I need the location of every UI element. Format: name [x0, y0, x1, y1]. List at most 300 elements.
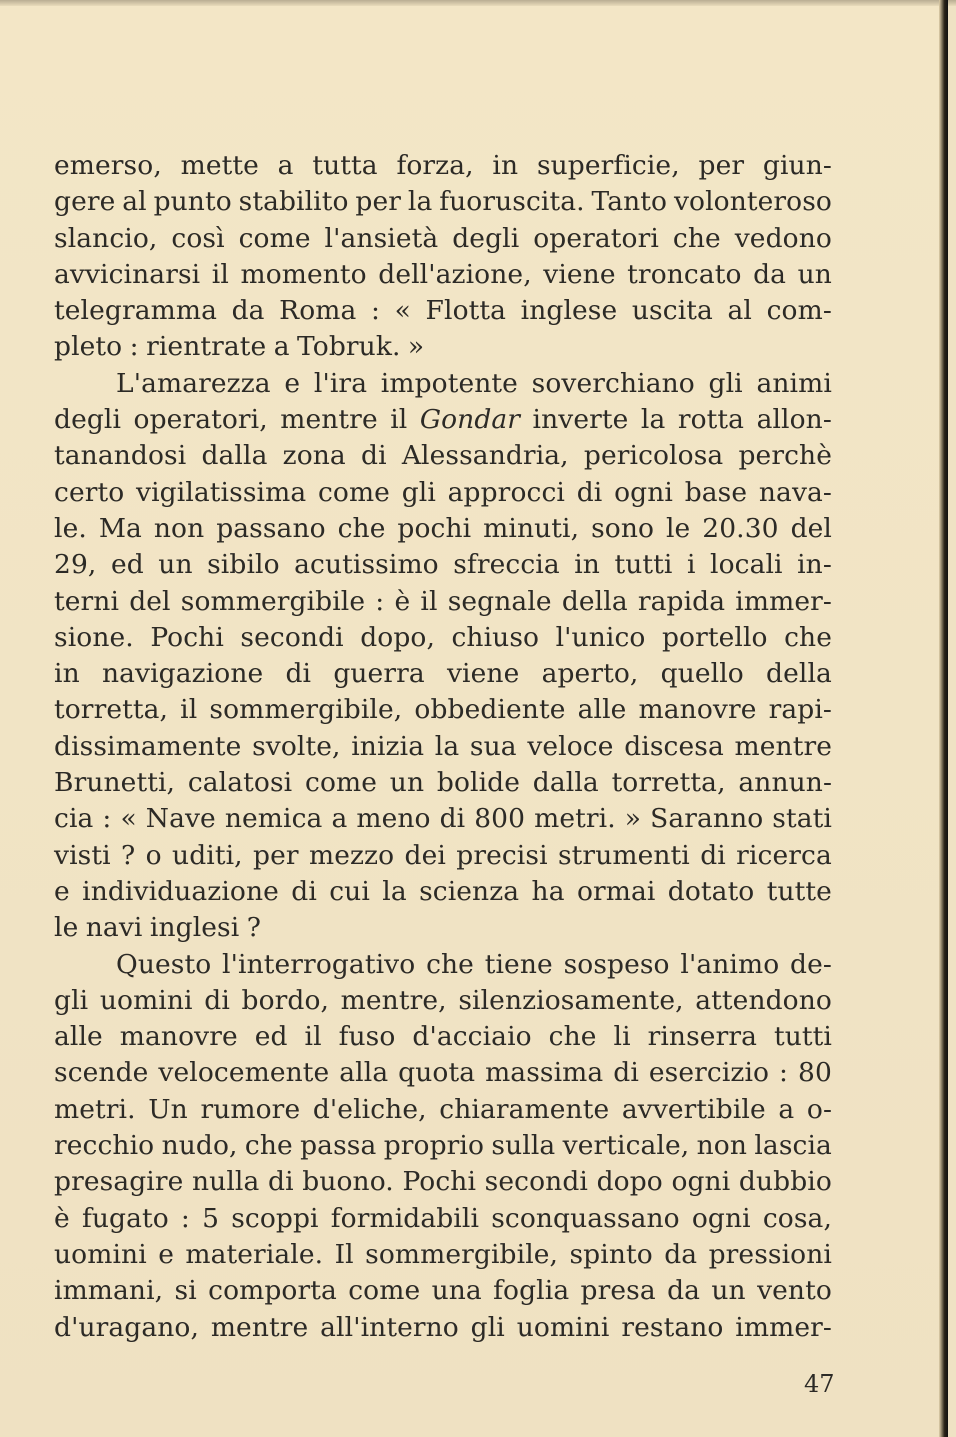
- word: ormai: [576, 875, 656, 907]
- word: dei: [404, 839, 446, 871]
- word: l'unico: [555, 621, 646, 653]
- word: e: [54, 875, 70, 907]
- word: da: [667, 1275, 701, 1307]
- word: »: [407, 331, 425, 363]
- word: :: [375, 585, 385, 617]
- word: vedono: [734, 222, 832, 254]
- word: viene: [543, 258, 616, 290]
- word: Flotta: [425, 295, 507, 327]
- word: materiale.: [185, 1238, 324, 1270]
- word: aperto,: [541, 658, 639, 690]
- word: inglesi: [149, 912, 240, 944]
- word: la: [434, 730, 460, 762]
- word: avvertibile: [621, 1093, 766, 1125]
- word: Brunetti,: [54, 767, 176, 799]
- word: silenziosamente,: [458, 984, 684, 1016]
- word: obbediente: [414, 694, 566, 726]
- text-line: [54, 729, 832, 765]
- word: tiene: [484, 948, 553, 980]
- word: chiaramente: [439, 1093, 610, 1125]
- word: dalla: [532, 767, 599, 799]
- word: l'ira: [313, 367, 368, 399]
- word: a: [331, 803, 348, 835]
- word: metri.: [534, 803, 616, 835]
- word: inverte: [532, 404, 629, 436]
- word: dissimamente: [54, 730, 242, 762]
- word: navi: [85, 912, 143, 944]
- word: come: [317, 476, 390, 508]
- text-line: [54, 1019, 832, 1055]
- word: foglia: [493, 1275, 570, 1307]
- page-number: 47: [804, 1370, 835, 1398]
- word: della: [766, 658, 832, 690]
- word: d'eliche,: [312, 1093, 427, 1125]
- word: Pochi: [402, 1166, 477, 1198]
- word: da: [664, 1238, 698, 1270]
- word: e: [284, 367, 301, 399]
- word: visti: [54, 839, 111, 871]
- word: »: [624, 803, 642, 835]
- word: de-: [790, 948, 832, 980]
- word: i: [686, 549, 696, 581]
- word: velocemente: [158, 1057, 330, 1089]
- word: o-: [806, 1093, 832, 1125]
- word: alla: [339, 1057, 389, 1089]
- word: secondi: [484, 1166, 588, 1198]
- word: sua: [469, 730, 517, 762]
- word: uomini: [516, 1311, 610, 1343]
- word: sfreccia: [453, 549, 560, 581]
- word: 20.30: [702, 512, 779, 544]
- word: fuoruscita.: [439, 186, 585, 218]
- word: di: [361, 440, 387, 472]
- word: :: [102, 803, 112, 835]
- word: telegramma: [54, 295, 217, 327]
- word: annun-: [738, 767, 832, 799]
- word: approcci: [447, 476, 565, 508]
- text-line: [54, 801, 832, 837]
- word: verticale,: [562, 1130, 690, 1162]
- word: ricerca: [736, 839, 832, 871]
- word: recchio: [54, 1130, 155, 1162]
- word: stati: [772, 803, 832, 835]
- word: in: [54, 658, 80, 690]
- word: uscita: [631, 295, 713, 327]
- word: Tobruk.: [297, 331, 401, 363]
- word: mentre: [210, 1311, 309, 1343]
- text-line: [54, 475, 832, 511]
- word: il: [390, 404, 408, 436]
- word: precisi: [456, 839, 548, 871]
- word: dopo: [596, 1166, 663, 1198]
- word: gli: [401, 476, 436, 508]
- word: è: [394, 585, 411, 617]
- word: mentre: [734, 730, 832, 762]
- word: che: [784, 621, 832, 653]
- word: come: [238, 222, 311, 254]
- word: momento: [240, 258, 367, 290]
- text-line: [54, 910, 832, 946]
- word: slancio,: [54, 222, 158, 254]
- word: mezzo: [308, 839, 395, 871]
- word: dopo,: [360, 621, 435, 653]
- word: inizia: [351, 730, 425, 762]
- word: tutte: [766, 875, 832, 907]
- word: forza,: [396, 150, 474, 181]
- word: pericolosa: [583, 440, 724, 472]
- word: 29,: [54, 549, 97, 581]
- word: meno: [356, 803, 431, 835]
- word: alle: [577, 694, 627, 726]
- word: gli: [470, 1311, 505, 1343]
- word: che: [337, 512, 386, 544]
- word: sione.: [54, 621, 134, 653]
- word: manovre: [638, 694, 757, 726]
- word: di: [291, 875, 317, 907]
- word: uomini: [54, 1238, 147, 1270]
- word: per: [355, 186, 402, 218]
- word: fugato: [81, 1202, 169, 1234]
- word: dalla: [201, 440, 268, 472]
- word: per: [253, 839, 299, 871]
- word: torretta,: [611, 767, 726, 799]
- word: uomini: [99, 984, 193, 1016]
- word: l'interrogativo: [222, 948, 416, 980]
- word: terni: [54, 585, 120, 617]
- word: degli: [54, 404, 122, 436]
- text-line: [54, 1055, 832, 1091]
- word: degli: [452, 222, 520, 254]
- word: Pochi: [150, 621, 224, 653]
- word: del: [790, 512, 832, 544]
- word: ogni: [691, 1202, 751, 1234]
- text-line: [54, 402, 832, 438]
- text-line: [54, 293, 832, 329]
- word: individuazione: [82, 875, 279, 907]
- word: vento: [757, 1275, 832, 1307]
- word: tutti: [614, 549, 673, 581]
- word: che: [426, 948, 474, 980]
- word: ed: [254, 1021, 288, 1053]
- word: nava-: [758, 476, 832, 508]
- word: attendono: [695, 984, 832, 1016]
- word: uditi,: [172, 839, 243, 871]
- word: rotta: [677, 404, 745, 436]
- word: manovre: [119, 1021, 238, 1053]
- word: secondi: [240, 621, 344, 653]
- page-top-edge: [0, 0, 956, 6]
- word: per: [698, 150, 745, 181]
- word: un: [711, 1275, 746, 1307]
- word: di: [204, 984, 230, 1016]
- word: impotente: [380, 367, 518, 399]
- word: di: [285, 658, 312, 690]
- word: esercizio: [648, 1057, 770, 1089]
- word: del: [129, 585, 171, 617]
- word: scoppi: [231, 1202, 319, 1234]
- word: nulla: [192, 1166, 260, 1198]
- word: passa: [300, 1130, 377, 1162]
- word: gli: [708, 367, 743, 399]
- word: le: [54, 912, 79, 944]
- word: pressioni: [708, 1238, 832, 1270]
- word: fuso: [338, 1021, 396, 1053]
- word: sommergibile,: [209, 694, 403, 726]
- word: zona: [282, 440, 346, 472]
- word: come: [305, 767, 378, 799]
- word: presagire: [54, 1166, 184, 1198]
- text-line: [54, 1237, 832, 1273]
- word: a: [273, 331, 290, 363]
- word: 800: [474, 803, 526, 835]
- word: che: [672, 222, 721, 254]
- word: vigilatissima: [136, 476, 307, 508]
- word: di: [700, 839, 726, 871]
- word: spinto: [569, 1238, 653, 1270]
- word: si: [174, 1275, 197, 1307]
- word: di: [439, 803, 466, 835]
- word: stabilito: [238, 186, 349, 218]
- word: com-: [766, 295, 832, 327]
- word: da: [753, 258, 787, 290]
- word: un: [158, 549, 193, 581]
- word: non: [153, 512, 205, 544]
- word: Tanto: [591, 186, 668, 218]
- word: gere: [54, 186, 116, 218]
- word: lascia: [754, 1130, 832, 1162]
- word: d'uragano,: [54, 1311, 199, 1343]
- word: superficie,: [536, 150, 680, 181]
- word: locali: [710, 549, 783, 581]
- word: dotato: [667, 875, 755, 907]
- word: che: [548, 1021, 597, 1053]
- word: bolide: [436, 767, 521, 799]
- word: sconquassano: [491, 1202, 680, 1234]
- word: viene: [446, 658, 520, 690]
- word: di: [613, 1057, 639, 1089]
- word: ha: [531, 875, 565, 907]
- word: d'acciaio: [412, 1021, 532, 1053]
- word: sommergibile,: [365, 1238, 559, 1270]
- word: la: [640, 404, 666, 436]
- text-line: [54, 584, 832, 620]
- word: l'ansietà: [324, 222, 439, 254]
- text-line: [54, 692, 832, 728]
- word: nudo,: [161, 1130, 238, 1162]
- word: perchè: [738, 440, 832, 472]
- word: Un: [148, 1093, 188, 1125]
- text-line: [54, 148, 832, 184]
- word: il: [211, 258, 229, 290]
- word: Nave: [145, 803, 216, 835]
- word: dubbio: [738, 1166, 832, 1198]
- text-line: [54, 874, 832, 910]
- word: «: [394, 295, 411, 327]
- word: sommergibile: [180, 585, 366, 617]
- word: quota: [398, 1057, 476, 1089]
- word: torretta,: [54, 694, 169, 726]
- word: scienza: [419, 875, 520, 907]
- word: mentre: [280, 404, 378, 436]
- word: operatori,: [133, 404, 268, 436]
- word: Roma: [279, 295, 357, 327]
- word: restano: [621, 1311, 724, 1343]
- word: tutti: [773, 1021, 832, 1053]
- word: a: [277, 150, 294, 181]
- word: ogni: [671, 1166, 731, 1198]
- text-line: [54, 547, 832, 583]
- word: L'amarezza: [116, 367, 271, 399]
- word: Alessandria,: [401, 440, 569, 472]
- word: troncato: [627, 258, 742, 290]
- word: al: [727, 295, 753, 327]
- word: :: [129, 331, 139, 363]
- word: :: [779, 1057, 789, 1089]
- word: all'interno: [320, 1311, 459, 1343]
- word: rapida: [637, 585, 726, 617]
- word: non: [696, 1130, 748, 1162]
- word: avvicinarsi: [54, 258, 201, 290]
- word: buono.: [302, 1166, 394, 1198]
- word: svolte,: [252, 730, 341, 762]
- word: è: [54, 1202, 70, 1234]
- word: certo: [54, 476, 125, 508]
- word: «: [120, 803, 137, 835]
- word: ed: [110, 549, 144, 581]
- word: o: [145, 839, 162, 871]
- word: acutissimo: [294, 549, 439, 581]
- word: rientrate: [146, 331, 267, 363]
- word: Gondar: [419, 404, 521, 436]
- word: le.: [54, 512, 87, 544]
- word: immani,: [54, 1275, 164, 1307]
- word: strumenti: [557, 839, 690, 871]
- word: sibilo: [207, 549, 280, 581]
- word: di: [268, 1166, 294, 1198]
- word: scende: [54, 1057, 149, 1089]
- word: animi: [756, 367, 832, 399]
- word: pochi: [397, 512, 472, 544]
- word: in: [492, 150, 519, 181]
- text-line: [54, 366, 832, 402]
- word: mette: [180, 150, 259, 181]
- word: soverchiano: [531, 367, 695, 399]
- word: il: [304, 1021, 322, 1053]
- text-line: [54, 620, 832, 656]
- word: navigazione: [101, 658, 264, 690]
- word: inglese: [520, 295, 618, 327]
- word: in-: [797, 549, 832, 581]
- word: come: [348, 1275, 421, 1307]
- word: li: [613, 1021, 631, 1053]
- word: :: [180, 1202, 190, 1234]
- word: Il: [334, 1238, 354, 1270]
- word: punto: [153, 186, 232, 218]
- text-line: [54, 511, 832, 547]
- word: la: [407, 186, 433, 218]
- word: della: [561, 585, 628, 617]
- word: giun-: [762, 150, 832, 181]
- word: Saranno: [650, 803, 764, 835]
- word: una: [431, 1275, 482, 1307]
- word: nemica: [224, 803, 323, 835]
- word: dell'azione,: [378, 258, 532, 290]
- word: Ma: [98, 512, 142, 544]
- text-line: [54, 1310, 832, 1346]
- word: emerso,: [54, 150, 162, 181]
- word: tanandosi: [54, 440, 187, 472]
- text-line: [54, 765, 832, 801]
- word: cosa,: [762, 1202, 832, 1234]
- word: mentre,: [340, 984, 447, 1016]
- text-line: [54, 1164, 832, 1200]
- word: segnale: [447, 585, 552, 617]
- text-line: [54, 257, 832, 293]
- text-line: [54, 221, 832, 257]
- word: Questo: [116, 948, 212, 980]
- word: 5: [202, 1202, 220, 1234]
- word: minuti,: [483, 512, 580, 544]
- word: da: [231, 295, 265, 327]
- word: l'animo: [680, 948, 780, 980]
- word: ?: [246, 912, 262, 944]
- word: un: [389, 767, 425, 799]
- word: allon-: [756, 404, 832, 436]
- word: un: [797, 258, 832, 290]
- word: :: [370, 295, 381, 327]
- word: rumore: [200, 1093, 301, 1125]
- word: tutta: [312, 150, 378, 181]
- word: così: [171, 222, 225, 254]
- text-line: [54, 438, 832, 474]
- word: calatosi: [187, 767, 293, 799]
- word: immer-: [735, 585, 832, 617]
- word: sono: [591, 512, 655, 544]
- word: bordo,: [241, 984, 330, 1016]
- page-right-edge: [939, 0, 948, 1437]
- word: che: [244, 1130, 293, 1162]
- word: le: [665, 512, 691, 544]
- word: operatori: [533, 222, 659, 254]
- word: sospeso: [563, 948, 670, 980]
- word: cia: [54, 803, 94, 835]
- word: la: [382, 875, 407, 907]
- word: rapi-: [768, 694, 832, 726]
- text-line: [54, 656, 832, 692]
- word: rinserra: [647, 1021, 758, 1053]
- word: guerra: [333, 658, 425, 690]
- word: di: [576, 476, 603, 508]
- word: comporta: [208, 1275, 337, 1307]
- text-line: [54, 983, 832, 1019]
- word: alle: [54, 1021, 103, 1053]
- word: e: [158, 1238, 174, 1270]
- word: veloce: [527, 730, 614, 762]
- word: proprio: [383, 1130, 485, 1162]
- word: formidabili: [330, 1202, 480, 1234]
- word: massima: [485, 1057, 604, 1089]
- word: a: [778, 1093, 795, 1125]
- body-text: [54, 148, 832, 1346]
- word: presa: [580, 1275, 656, 1307]
- word: discesa: [624, 730, 724, 762]
- word: il: [180, 694, 198, 726]
- text-line: [54, 1092, 832, 1128]
- word: base: [684, 476, 748, 508]
- text-line: [54, 184, 832, 220]
- text-line: [54, 1128, 832, 1164]
- word: quello: [660, 658, 744, 690]
